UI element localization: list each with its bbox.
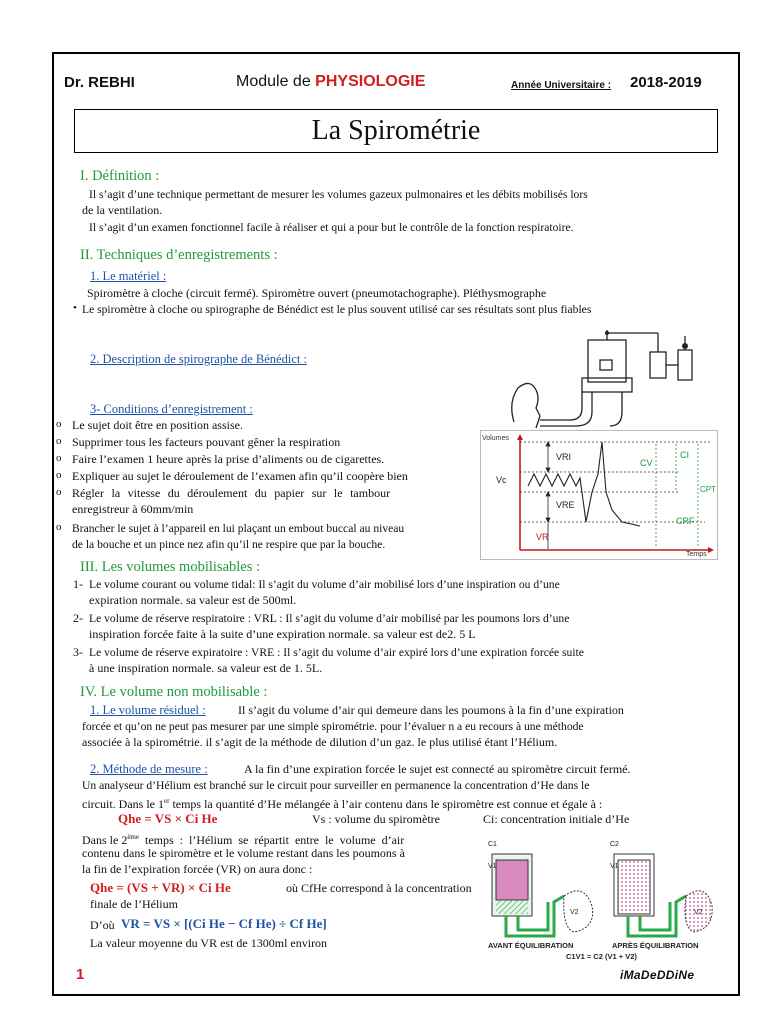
vol-num-2: 2- <box>73 611 83 625</box>
vol-item-3-line1: Le volume de réserve expiratoire : VRE : Il s’agit du volume d’air expiré lors d’une expiration forcée suite <box>89 646 584 659</box>
label-vr: VR <box>536 532 549 542</box>
method-line2: Un analyseur d’Hélium est branché sur le circuit pour surveiller en permanence la concentration d’He dans le <box>82 779 590 792</box>
equation-2: Qhe = (VS + VR) × Ci He <box>90 880 231 895</box>
year: 2018-2019 <box>630 74 702 91</box>
section-2-heading: II. Techniques d’enregistrements : <box>80 247 278 263</box>
section-3-heading: III. Les volumes mobilisables : <box>80 559 261 575</box>
caption-after: APRÈS ÉQUILIBRATION <box>612 941 699 950</box>
x-axis-label: Temps <box>686 551 707 558</box>
condition-6: Brancher le sujet à l’appareil en lui plaçant un embout buccal au niveau <box>72 522 405 535</box>
cond-bullet: o <box>56 435 62 447</box>
vol-num-1: 1- <box>73 577 83 591</box>
fig-label-c2: C2 <box>610 841 619 848</box>
conditions-heading: 3- Conditions d’enregistrement : <box>90 402 253 416</box>
label-cpt: CPT <box>700 485 716 494</box>
s1-p2: Il s’agit d’un examen fonctionnel facile à réaliser et qui a pour but le contrôle de la fonction respiratoire. <box>89 221 574 234</box>
benedict-heading: 2. Description de spirographe de Bénédict : <box>90 352 307 366</box>
vol-item-2-line1: Le volume de réserve respiratoire : VRL : Il s’agit du volume d’air mobilisé par les poumons lors d’une <box>89 612 570 625</box>
fig-label-v2-right: V2 <box>694 909 703 916</box>
eq3-prefix: D’où <box>90 918 115 932</box>
title-box <box>74 109 718 153</box>
condition-2: Supprimer tous les facteurs pouvant gêner la respiration <box>72 435 341 449</box>
cond-bullet: o <box>56 486 62 498</box>
condition-5: Régler la vitesse du déroulement du papier sur le tambour <box>72 486 391 500</box>
s1-p1a: Il s’agit d’une technique permettant de mesurer les volumes gazeux pulmonaires et les débits mobilisés lors <box>89 188 588 201</box>
vr-line1: Il s’agit du volume d’air qui demeure dans les poumons à la fin d’une expiration <box>238 703 624 717</box>
condition-3: Faire l’examen 1 heure après la prise d’aliments ou de cigarettes. <box>72 452 385 466</box>
fig-label-v2: V2 <box>570 909 579 916</box>
method-line5: contenu dans le spiromètre et le volume restant dans les poumons à <box>82 846 405 860</box>
section-4-heading: IV. Le volume non mobilisable : <box>80 684 268 700</box>
section-1-heading: I. Définition : <box>80 168 160 184</box>
vol-item-3-line2: à une inspiration normale. sa valeur est de 1. 5L. <box>89 661 323 675</box>
condition-4: Expliquer au sujet le déroulement de l’examen afin qu’il coopère bien <box>72 469 408 483</box>
fig-label-v1: V1 <box>488 863 497 870</box>
cond-bullet: o <box>56 452 62 464</box>
cond-bullet: o <box>56 521 62 533</box>
method-line6: la fin de l’expiration forcée (VR) on aura donc : <box>82 862 313 876</box>
equation-3: VR = VS × [(Ci He − Cf He) ÷ Cf He] <box>121 916 327 931</box>
s1-p1b: de la ventilation. <box>82 203 163 217</box>
materiel-heading: 1. Le matériel : <box>90 269 167 283</box>
author: Dr. REBHI <box>64 74 135 91</box>
cond-bullet: o <box>56 418 62 430</box>
condition-5-cont: enregistreur à 60mm/min <box>72 502 194 516</box>
label-vre: VRE <box>556 500 575 510</box>
condition-1: Le sujet doit être en position assise. <box>72 418 243 432</box>
label-vri: VRI <box>556 452 572 462</box>
mean-value: La valeur moyenne du VR est de 1300ml environ <box>90 936 328 950</box>
footer-signature: iMaDeDDiNe <box>620 968 695 982</box>
vr-heading: 1. Le volume résiduel : <box>90 703 206 717</box>
vol-item-1-line1: Le volume courant ou volume tidal: Il s’agit du volume d’air mobilisé lors d’une inspiration ou d’une <box>89 578 560 591</box>
module-name: PHYSIOLOGIE <box>315 73 426 90</box>
module-prefix: Module de <box>236 73 311 90</box>
page-title: La Spirométrie <box>311 115 481 146</box>
cf-definition: où CfHe correspond à la concentration <box>286 881 472 895</box>
vs-definition: Vs : volume du spiromètre <box>312 812 440 826</box>
ci-definition: Ci: concentration initiale d’He <box>483 812 630 826</box>
cf-definition-2: finale de l’Hélium <box>90 897 178 911</box>
materiel-text: Spiromètre à cloche (circuit fermé). Spiromètre ouvert (pneumotachographe). Pléthysmographe <box>87 286 547 300</box>
method-line3: circuit. Dans le 1er temps la quantité d’He mélangée à l’air contenu dans le spiromètre est connue et égale à : <box>82 797 603 811</box>
benedict-spirograph-figure <box>500 330 718 430</box>
materiel-bullet: Le spiromètre à cloche ou spirographe de Bénédict est le plus souvent utilisé car ses résultats sont plus fiables <box>82 303 592 316</box>
vol-item-2-line2: inspiration forcée faite à la suite d’une expiration normale. sa valeur est de2. 5 L <box>89 627 476 641</box>
bullet-dot: • <box>73 302 77 314</box>
condition-6-cont: de la bouche et un pince nez afin qu’il ne respire que par la bouche. <box>72 538 386 551</box>
label-vc: Vc <box>496 475 507 485</box>
method-heading: 2. Méthode de mesure : <box>90 762 208 776</box>
caption-formula: C1V1 = C2 (V1 + V2) <box>566 952 637 961</box>
vol-num-3: 3- <box>73 645 83 659</box>
helium-dilution-figure <box>484 832 718 962</box>
method-line4: Dans le 2ème temps : l’Hélium se répartit entre le volume d’air <box>82 833 405 847</box>
page-number: 1 <box>76 966 85 983</box>
label-cv: CV <box>640 458 653 468</box>
vr-line3: associée à la spirométrie. il s’agit de la méthode de dilution d’un gaz. le plus utilisé étant l’Hélium. <box>82 735 558 749</box>
spirogram-chart <box>480 430 718 560</box>
fig-label-c1: C1 <box>488 841 497 848</box>
method-line1: A la fin d’une expiration forcée le sujet est connecté au spiromètre circuit fermé. <box>244 762 631 776</box>
y-axis-label: Volumes <box>482 435 509 442</box>
caption-before: AVANT ÉQUILIBRATION <box>488 941 574 950</box>
equation-1: Qhe = VS × Ci He <box>118 811 218 826</box>
label-ci: CI <box>680 450 689 460</box>
cond-bullet: o <box>56 469 62 481</box>
vr-line2: forcée et qu’on ne peut pas mesurer par une simple spirométrie. pour l’évaluer n a eu recours à une méthode <box>82 720 584 733</box>
vol-item-1-line2: expiration normale. sa valeur est de 500ml. <box>89 593 297 607</box>
year-label: Année Universitaire : <box>511 80 612 91</box>
module-title <box>236 73 425 91</box>
label-crf: CRF <box>676 516 695 526</box>
fig-label-v1-right: V1 <box>610 863 619 870</box>
